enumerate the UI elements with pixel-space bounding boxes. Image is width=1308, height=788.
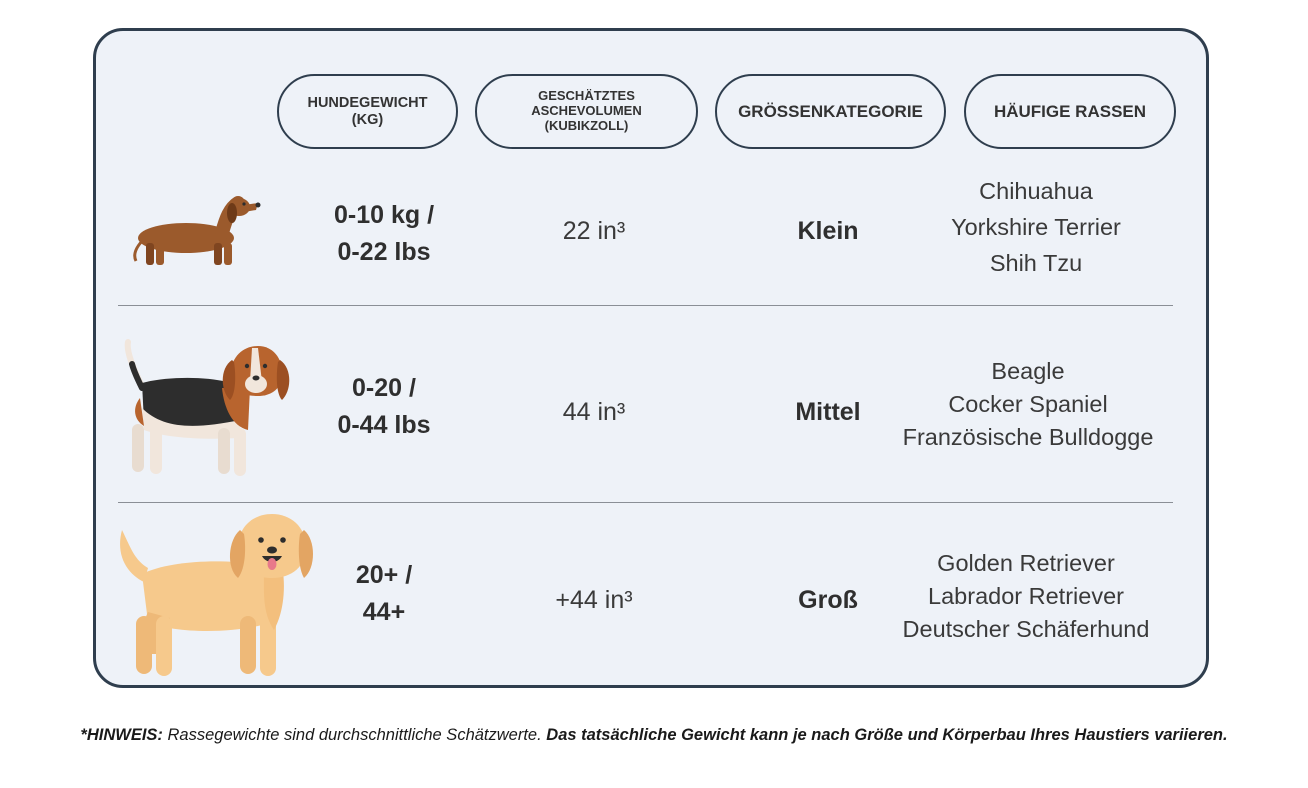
row3-volume: +44 in³ xyxy=(555,586,633,614)
row-divider-1 xyxy=(118,305,1173,306)
row-divider-2 xyxy=(118,502,1173,503)
row2-weight-kg: 0-20 / xyxy=(352,374,416,402)
row2-breed-3: Französische Bulldogge xyxy=(902,424,1154,450)
footnote-text: Rassegewichte sind durchschnittliche Schätzwerte. xyxy=(167,726,542,744)
row1-weight-lbs: 0-22 lbs xyxy=(337,238,431,266)
row1-breed-2: Yorkshire Terrier xyxy=(951,214,1121,240)
golden-retriever-icon xyxy=(114,512,314,682)
beagle-icon xyxy=(122,338,292,480)
row1-breed-1: Chihuahua xyxy=(979,178,1093,204)
row3-weight xyxy=(294,557,474,631)
row1-size: Klein xyxy=(797,217,859,245)
header-size-category-label: GRÖSSENKATEGORIE xyxy=(738,101,923,121)
header-breeds-label: HÄUFIGE RASSEN xyxy=(993,101,1147,121)
footnote xyxy=(0,726,1308,745)
row1-weight-kg: 0-10 kg / xyxy=(333,201,435,229)
row3-size: Groß xyxy=(798,586,858,614)
row1-breeds xyxy=(886,173,1186,281)
dachshund-icon xyxy=(126,193,262,273)
header-volume-label: GESCHÄTZTES ASCHEVOLUMEN (KUBIKZOLL) xyxy=(531,88,642,133)
header-size-category xyxy=(715,74,946,149)
row2-breed-2: Cocker Spaniel xyxy=(948,391,1108,417)
header-breeds xyxy=(964,74,1176,149)
row2-breeds xyxy=(878,355,1178,454)
row3-breed-2: Labrador Retriever xyxy=(928,583,1124,609)
row3-weight-lbs: 44+ xyxy=(362,598,406,626)
row1-volume: 22 in³ xyxy=(562,217,626,245)
row2-weight xyxy=(294,370,474,444)
row3-weight-kg: 20+ / xyxy=(355,561,413,589)
row3-breed-1: Golden Retriever xyxy=(937,550,1115,576)
row3-breed-3: Deutscher Schäferhund xyxy=(902,616,1150,642)
header-volume xyxy=(475,74,698,149)
row3-breeds xyxy=(876,547,1176,646)
footnote-bold-text: Das tatsächliche Gewicht kann je nach Größe und Körperbau Ihres Haustiers variieren. xyxy=(546,726,1228,744)
row2-breed-1: Beagle xyxy=(991,358,1065,384)
footnote-label: *HINWEIS: xyxy=(80,726,163,744)
header-weight xyxy=(277,74,458,149)
row2-weight-lbs: 0-44 lbs xyxy=(337,411,431,439)
row1-weight xyxy=(294,197,474,271)
row2-size: Mittel xyxy=(795,398,861,426)
row2-volume: 44 in³ xyxy=(562,398,626,426)
header-weight-label: HUNDEGEWICHT (KG) xyxy=(307,94,428,128)
row1-breed-3: Shih Tzu xyxy=(989,250,1083,276)
